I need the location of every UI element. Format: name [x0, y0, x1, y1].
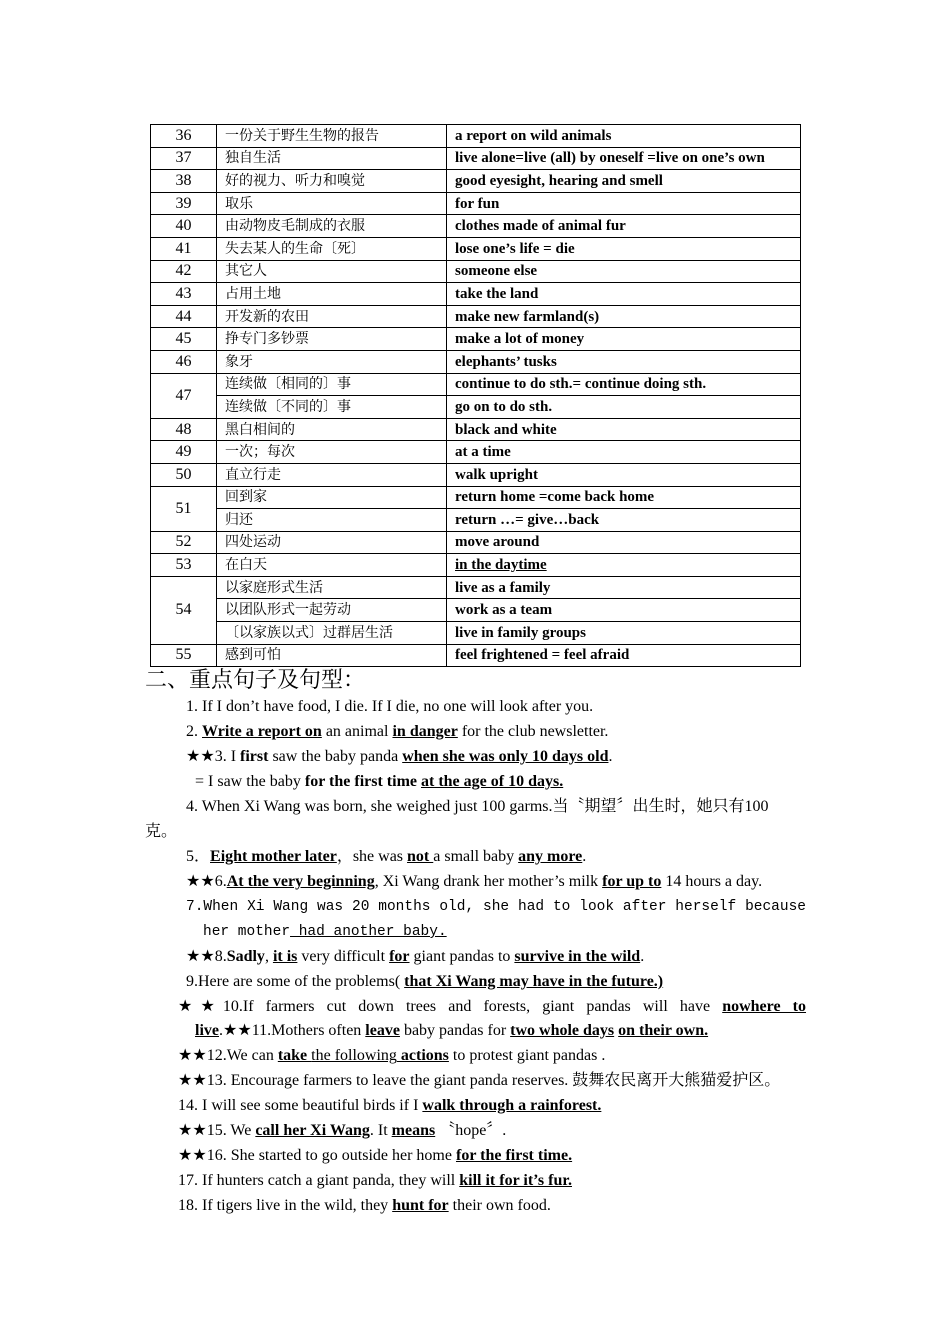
sentence-14: 14. I will see some beautiful birds if I walk through a rainforest.: [178, 1097, 602, 1114]
vocab-row: [151, 622, 801, 645]
vocab-row: [151, 509, 801, 532]
vocab-english: move around: [447, 531, 801, 554]
vocab-chinese: 回到家: [217, 486, 447, 509]
vocab-english: good eyesight, hearing and smell: [447, 170, 801, 193]
vocab-row: [151, 418, 801, 441]
vocab-english: live in family groups: [447, 622, 801, 645]
vocab-row: [151, 328, 801, 351]
vocab-english: continue to do sth.= continue doing sth.: [447, 373, 801, 396]
vocab-english: return …= give…back: [447, 509, 801, 532]
sentence-16: ★★16. She started to go outside her home for the first time.: [178, 1147, 573, 1164]
vocab-chinese: 以家庭形式生活: [217, 576, 447, 599]
vocab-english: take the land: [447, 283, 801, 306]
vocab-chinese: 连续做〔不同的〕事: [217, 396, 447, 419]
sentence-17: 17. If hunters catch a giant panda, they will kill it for it’s fur.: [178, 1172, 572, 1189]
vocab-number: 45: [151, 328, 217, 351]
vocab-row: [151, 192, 801, 215]
sentence-4: 4. When Xi Wang was born, she weighed just 100 garms.当〝期望〞出生时，她只有100: [186, 798, 769, 815]
vocab-chinese: 一份关于野生生物的报告: [217, 125, 447, 148]
vocab-row: [151, 215, 801, 238]
vocab-chinese: 象牙: [217, 350, 447, 373]
vocab-number: 50: [151, 463, 217, 486]
vocab-english: return home =come back home: [447, 486, 801, 509]
vocab-row: [151, 554, 801, 577]
vocab-row: [151, 125, 801, 148]
vocab-chinese: 由动物皮毛制成的衣服: [217, 215, 447, 238]
sentence-6: ★★6.At the very beginning, Xi Wang drank her mother’s milk for up to 14 hours a day.: [186, 873, 763, 890]
vocab-number: 44: [151, 305, 217, 328]
vocab-number: 37: [151, 147, 217, 170]
vocab-chinese: 取乐: [217, 192, 447, 215]
vocab-chinese: 连续做〔相同的〕事: [217, 373, 447, 396]
vocab-number: 42: [151, 260, 217, 283]
sentence-7: 7.When Xi Wang was 20 months old, she had to look after herself because: [186, 899, 806, 915]
vocab-english: walk upright: [447, 463, 801, 486]
vocab-number: 55: [151, 644, 217, 667]
sentence-4-continued: 克。: [145, 823, 178, 840]
vocab-english: black and white: [447, 418, 801, 441]
vocab-chinese: 在白天: [217, 554, 447, 577]
vocab-english: at a time: [447, 441, 801, 464]
vocab-row: [151, 147, 801, 170]
vocab-row: [151, 576, 801, 599]
vocab-number: 53: [151, 554, 217, 577]
vocab-chinese: 挣专门多钞票: [217, 328, 447, 351]
vocab-english: go on to do sth.: [447, 396, 801, 419]
vocab-english: a report on wild animals: [447, 125, 801, 148]
sentence-3-paraphrase: = I saw the baby for the first time at the age of 10 days.: [195, 773, 564, 790]
vocab-row: [151, 486, 801, 509]
vocab-english: someone else: [447, 260, 801, 283]
vocab-english: elephants’ tusks: [447, 350, 801, 373]
vocab-chinese: 占用土地: [217, 283, 447, 306]
vocab-english: lose one’s life = die: [447, 237, 801, 260]
vocab-chinese: 好的视力、听力和嗅觉: [217, 170, 447, 193]
vocab-row: [151, 373, 801, 396]
vocab-english: for fun: [447, 192, 801, 215]
vocab-english: clothes made of animal fur: [447, 215, 801, 238]
vocab-row: [151, 283, 801, 306]
vocab-chinese: 感到可怕: [217, 644, 447, 667]
vocab-chinese: 开发新的农田: [217, 305, 447, 328]
vocab-number: 39: [151, 192, 217, 215]
vocab-english: make a lot of money: [447, 328, 801, 351]
vocab-english-text: in the daytime: [455, 557, 547, 574]
sentence-1: 1. If I don’t have food, I die. If I die, no one will look after you.: [186, 698, 594, 715]
vocab-row: [151, 170, 801, 193]
vocab-english: [447, 554, 801, 577]
vocab-chinese: 黑白相间的: [217, 418, 447, 441]
vocab-number: 47: [151, 373, 217, 418]
vocab-row: [151, 305, 801, 328]
vocab-number: 54: [151, 576, 217, 644]
sentence-10: ★★10.If farmers cut down trees and forests, giant pandas will have nowhere to: [178, 998, 807, 1015]
sentence-12: ★★12.We can take the following actions to protest giant pandas .: [178, 1047, 606, 1064]
vocab-row: [151, 396, 801, 419]
vocab-number: 40: [151, 215, 217, 238]
vocab-row: [151, 260, 801, 283]
vocabulary-table: [150, 124, 801, 667]
sentence-10-11: live.★★11.Mothers often leave baby pandas for two whole days on their own.: [195, 1022, 709, 1039]
vocab-row: [151, 531, 801, 554]
sentence-15: ★★15. We call her Xi Wang. It means 〝hope〞.: [178, 1122, 507, 1139]
vocab-number: 49: [151, 441, 217, 464]
vocab-row: [151, 441, 801, 464]
vocab-number: 41: [151, 237, 217, 260]
vocab-english: feel frightened = feel afraid: [447, 644, 801, 667]
vocab-number: 36: [151, 125, 217, 148]
section-heading: 二、重点句子及句型：: [145, 668, 366, 693]
vocab-english: live as a family: [447, 576, 801, 599]
sentence-13: ★★13. Encourage farmers to leave the giant panda reserves. 鼓舞农民离开大熊猫爱护区。: [178, 1072, 781, 1089]
vocab-chinese: 四处运动: [217, 531, 447, 554]
sentence-3: ★★3. I first saw the baby panda when she was only 10 days old.: [186, 748, 613, 765]
vocab-english: work as a team: [447, 599, 801, 622]
vocab-row: [151, 463, 801, 486]
vocab-number: 52: [151, 531, 217, 554]
vocab-row: [151, 350, 801, 373]
vocab-english: live alone=live (all) by oneself =live on one’s own: [447, 147, 801, 170]
vocab-row: [151, 644, 801, 667]
vocab-number: 43: [151, 283, 217, 306]
vocab-number: 51: [151, 486, 217, 531]
vocabulary-table-body: [151, 125, 801, 667]
sentence-18: 18. If tigers live in the wild, they hunt for their own food.: [178, 1197, 551, 1214]
vocab-row: [151, 237, 801, 260]
vocab-chinese: 一次；每次: [217, 441, 447, 464]
sentence-9: 9.Here are some of the problems( that Xi Wang may have in the future.): [186, 973, 664, 990]
vocab-chinese: 独自生活: [217, 147, 447, 170]
vocab-number: 48: [151, 418, 217, 441]
vocab-chinese: 以团队形式一起劳动: [217, 599, 447, 622]
vocab-chinese: 直立行走: [217, 463, 447, 486]
sentence-5: 5．Eight mother later，she was not a small baby any more.: [186, 848, 587, 865]
vocab-number: 46: [151, 350, 217, 373]
vocab-number: 38: [151, 170, 217, 193]
sentence-8: ★★8.Sadly, it is very difficult for giant pandas to survive in the wild.: [186, 948, 645, 965]
vocab-row: [151, 599, 801, 622]
vocab-chinese: 〔以家族以式〕过群居生活: [217, 622, 447, 645]
vocab-english: make new farmland(s): [447, 305, 801, 328]
sentence-2: 2. Write a report on an animal in danger for the club newsletter.: [186, 723, 609, 740]
vocab-chinese: 其它人: [217, 260, 447, 283]
sentence-7-continued: her mother had another baby.: [203, 924, 447, 940]
vocab-chinese: 归还: [217, 509, 447, 532]
vocab-chinese: 失去某人的生命〔死〕: [217, 237, 447, 260]
